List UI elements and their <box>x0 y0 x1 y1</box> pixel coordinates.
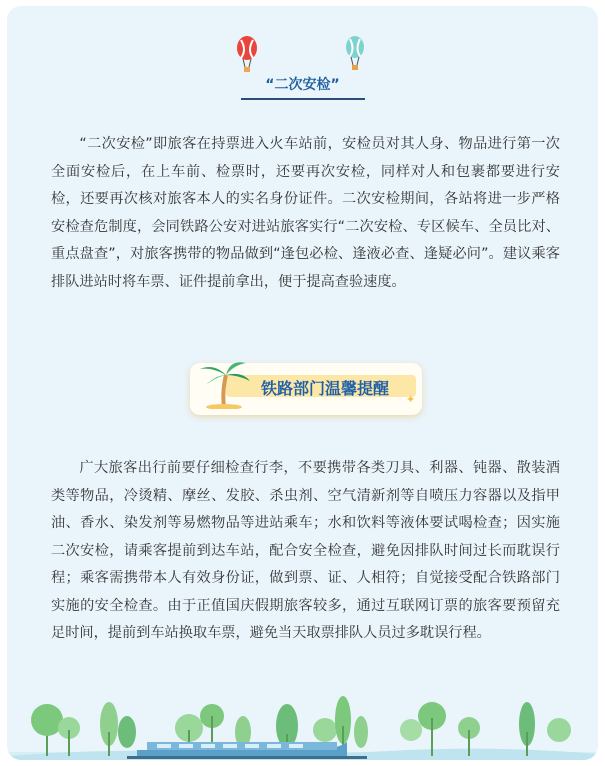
hot-air-balloon-red-icon <box>235 36 259 74</box>
hot-air-balloon-teal-icon <box>344 36 366 72</box>
title-underline <box>241 98 365 100</box>
section2-title: 铁路部门温馨提醒 <box>260 379 389 398</box>
section1-paragraph: “二次安检”即旅客在持票进入火车站前，安检员对其人身、物品进行第一次全面安检后，在上车前、检票时，还要再次安检，同样对人和包裹都要进行安检，还要再次核对旅客本人的实名身份证件。二次安检期间，各站将进一步严格安检查危制度，会同铁路公安对进站旅客实行“二次安检、专区候车、全员比对、重点盘查”，对旅客携带的物品做到“逢包必检、逢液必查、逢疑必问”。建议乘客排队进站时将车票、证件提前拿出，便于提高查验速度。 <box>51 136 560 290</box>
article-card <box>7 6 598 760</box>
section1-header <box>7 36 598 106</box>
section2-header-badge <box>190 363 422 415</box>
sparkle-icon: ✦ <box>406 393 416 406</box>
section2-paragraph: 广大旅客出行前要仔细检查行李，不要携带各类刀具、利器、钝器、散装酒类等物品，冷烫精、摩丝、发胶、杀虫剂、空气清新剂等自喷压力容器以及指甲油、香水、染发剂等易燃物品等进站乘车；水和饮料等液体要试喝检查；因实施二次安检，请乘客提前到达车站，配合安全检查，避免因排队时间过长而耽误行程；乘客需携带本人有效身份证，做到票、证、人相符；自觉接受配合铁路部门实施的安全检查。由于正值国庆假期旅客较多，通过互联网订票的旅客要预留充足时间，提前到车站换取车票，避免当天取票排队人员过多耽误行程。 <box>51 460 560 641</box>
trees-and-train-illustration <box>7 686 598 760</box>
section1-title: “二次安检” <box>265 77 340 93</box>
